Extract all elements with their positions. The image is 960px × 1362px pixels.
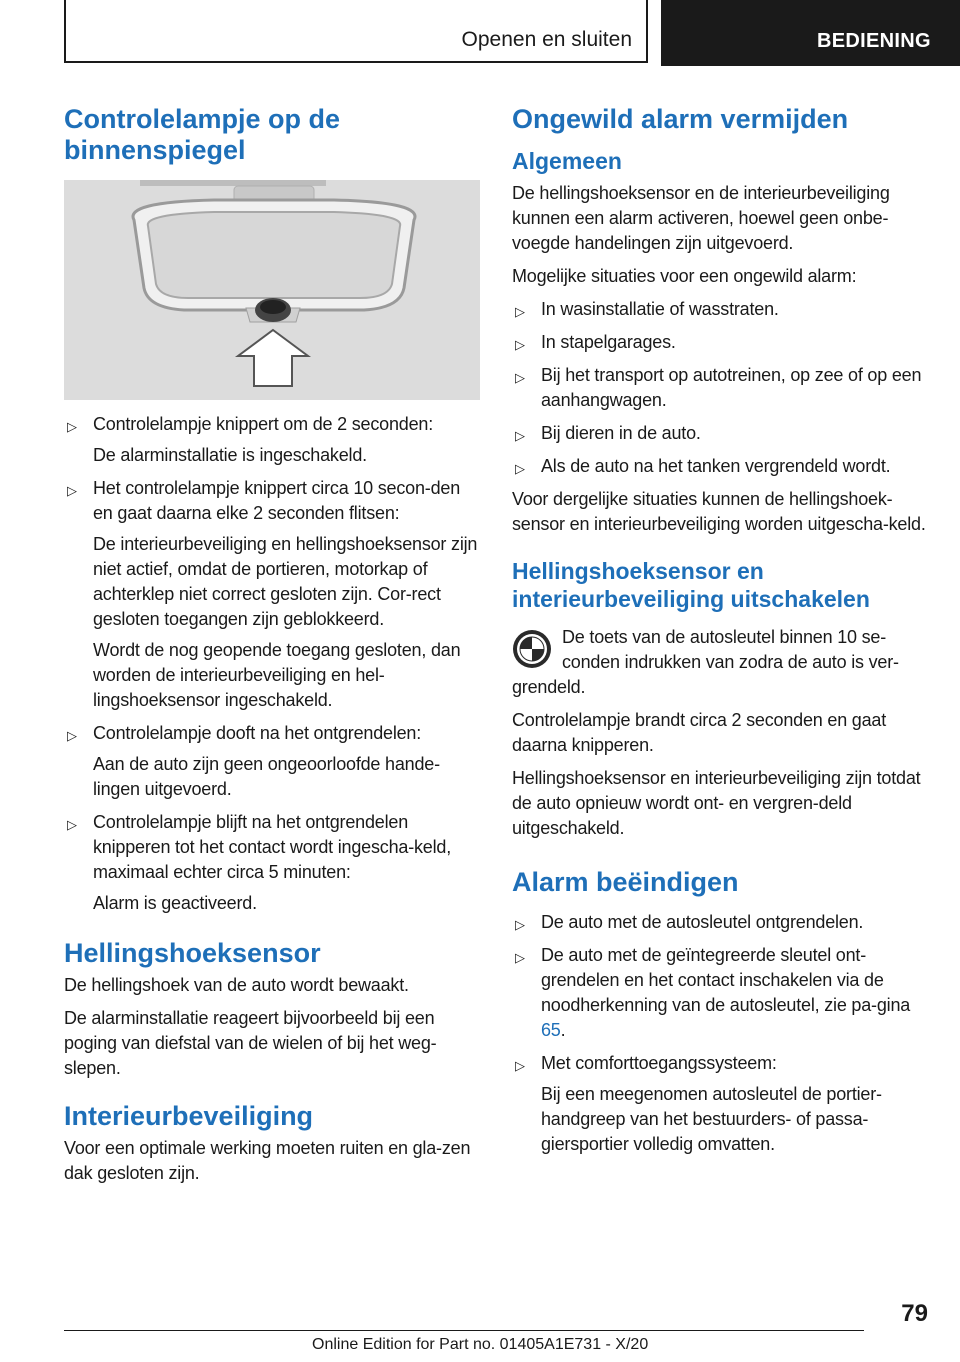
header-section-box: [64, 0, 648, 63]
page-header: [64, 0, 960, 66]
list-item: [512, 943, 928, 1043]
triangle-bullet-icon: ▷: [515, 370, 525, 385]
list-item: [64, 810, 480, 916]
list-item-text: Met comforttoegangssysteem:: [541, 1053, 777, 1073]
tilt-sensor-paragraph-1: De hellingshoek van de auto wordt bewaakt.: [64, 975, 409, 995]
section-title-mirror-lamp: Controlelampje op de binnenspiegel: [64, 104, 341, 165]
list-item-text: Controlelampje knippert om de 2 seconden:: [93, 414, 434, 434]
list-item-text: In stapelgarages.: [541, 332, 676, 352]
interior-protection-paragraph: Voor een optimale werking moeten ruiten en gla‐zen dak gesloten zijn.: [64, 1138, 471, 1183]
list-item-sub: De interieurbeveiliging en hellingshoeksensor zijn niet actief, omdat de portieren, motorkap of achterklep niet correct gesloten zijn. Cor‐rect gesloten toegangen zijn geblokkeerd.: [93, 534, 478, 629]
end-alarm-list: [512, 910, 928, 1157]
list-item-sub: De alarminstallatie is ingeschakeld.: [93, 445, 367, 465]
header-chapter-tab: [661, 0, 960, 66]
triangle-bullet-icon: ▷: [515, 337, 525, 352]
list-item-text: Bij het transport op autotreinen, op zee of op een aanhangwagen.: [541, 365, 922, 410]
section-title-interior-protection: Interieurbeveiliging: [64, 1101, 314, 1131]
list-item: [512, 421, 928, 446]
mirror-lamp-status-list: [64, 412, 480, 916]
triangle-bullet-icon: ▷: [67, 728, 77, 743]
list-item-text: Bij dieren in de auto.: [541, 423, 701, 443]
disable-paragraph-3: Hellingshoeksensor en interieurbeveiliging zijn totdat de auto opnieuw wordt ont- en vergren‐deld uitgeschakeld.: [512, 768, 921, 838]
triangle-bullet-icon: ▷: [67, 483, 77, 498]
subsection-title-disable: Hellingshoeksensor en interieurbeveiliging uitschakelen: [512, 558, 870, 612]
list-item: [512, 910, 928, 935]
list-item: [64, 476, 480, 713]
triangle-bullet-icon: ▷: [67, 817, 77, 832]
list-item-text: Controlelampje dooft na het ontgrendelen:: [93, 723, 422, 743]
list-item: [512, 1051, 928, 1157]
list-item-text: Controlelampje blijft na het ontgrendelen knipperen tot het contact wordt ingescha‐keld, maximaal echter circa 5 minuten:: [93, 812, 452, 882]
triangle-bullet-icon: ▷: [515, 461, 525, 476]
section-title-tilt-sensor: Hellingshoeksensor: [64, 938, 321, 968]
header-chapter-label: BEDIENING: [817, 30, 931, 52]
triangle-bullet-icon: ▷: [515, 917, 525, 932]
false-alarm-situations-list: [512, 297, 928, 479]
list-item: [512, 363, 928, 413]
triangle-bullet-icon: ▷: [515, 304, 525, 319]
rear-view-mirror-illustration: [64, 180, 480, 400]
list-item: [512, 454, 928, 479]
list-item-text: Het controlelampje knippert circa 10 secon‐den en gaat daarna elke 2 seconden flitsen:: [93, 478, 460, 523]
list-item-text-tail: .: [560, 1020, 566, 1040]
page-reference-link[interactable]: 65: [541, 1020, 561, 1040]
section-title-end-alarm: Alarm beëindigen: [512, 867, 739, 897]
list-item: [512, 297, 928, 322]
subsection-title-general: Algemeen: [512, 148, 622, 174]
disable-paragraph-2: Controlelampje brandt circa 2 seconden en gaat daarna knipperen.: [512, 710, 887, 755]
list-item-text-main: De auto met de geïntegreerde sleutel ont‐grendelen en het contact inschakelen via de noodherkenning van de autosleutel, zie pa‐gina: [541, 945, 911, 1015]
triangle-bullet-icon: ▷: [515, 950, 525, 965]
key-button-instruction: [512, 625, 928, 675]
list-item: [64, 412, 480, 468]
triangle-bullet-icon: ▷: [67, 419, 77, 434]
list-item: [64, 721, 480, 802]
footer-divider: [64, 1330, 864, 1331]
list-item-text: De auto met de autosleutel ontgrendelen.: [541, 912, 864, 932]
triangle-bullet-icon: ▷: [515, 1058, 525, 1073]
list-item: [512, 330, 928, 355]
left-column: [64, 104, 480, 1194]
list-item-text: [541, 943, 928, 1043]
page-number: 79: [901, 1300, 928, 1327]
footer-edition: Online Edition for Part no. 01405A1E731 - X/20: [312, 1336, 649, 1353]
list-item-text: In wasinstallatie of wasstraten.: [541, 299, 779, 319]
bmw-key-button-icon: [512, 629, 552, 669]
general-paragraph-3: Voor dergelijke situaties kunnen de hellingshoek‐sensor en interieurbeveiliging worden uitgescha‐keld.: [512, 489, 926, 534]
header-section-title: Openen en sluiten: [461, 28, 632, 51]
list-item-text: Als de auto na het tanken vergrendeld wordt.: [541, 456, 891, 476]
disable-paragraph-1-continuation: grendeld.: [512, 677, 586, 697]
general-paragraph-1: De hellingshoeksensor en de interieurbeveiliging kunnen een alarm activeren, hoewel geen onbe‐voegde handelingen zijn uitgevoerd.: [512, 183, 890, 253]
general-paragraph-2: Mogelijke situaties voor een ongewild alarm:: [512, 266, 857, 286]
triangle-bullet-icon: ▷: [515, 428, 525, 443]
list-item-sub: Bij een meegenomen autosleutel de portier‐handgreep van het bestuurders- of passa‐giersportier volledig omvatten.: [541, 1084, 882, 1154]
section-title-avoid-false-alarm: Ongewild alarm vermijden: [512, 104, 849, 134]
tilt-sensor-paragraph-2: De alarminstallatie reageert bijvoorbeeld bij een poging van diefstal van de wielen of bij het weg‐slepen.: [64, 1008, 437, 1078]
list-item-sub: Aan de auto zijn geen ongeoorloofde hande‐lingen uitgevoerd.: [93, 754, 440, 799]
list-item-sub: Alarm is geactiveerd.: [93, 893, 257, 913]
list-item-sub: Wordt de nog geopende toegang gesloten, dan worden de interieurbeveiliging en hel‐lingshoeksensor ingeschakeld.: [93, 640, 461, 710]
disable-paragraph-1: De toets van de autosleutel binnen 10 se‐conden indrukken van zodra de auto is ver‐: [562, 627, 899, 672]
right-column: [512, 104, 928, 1165]
